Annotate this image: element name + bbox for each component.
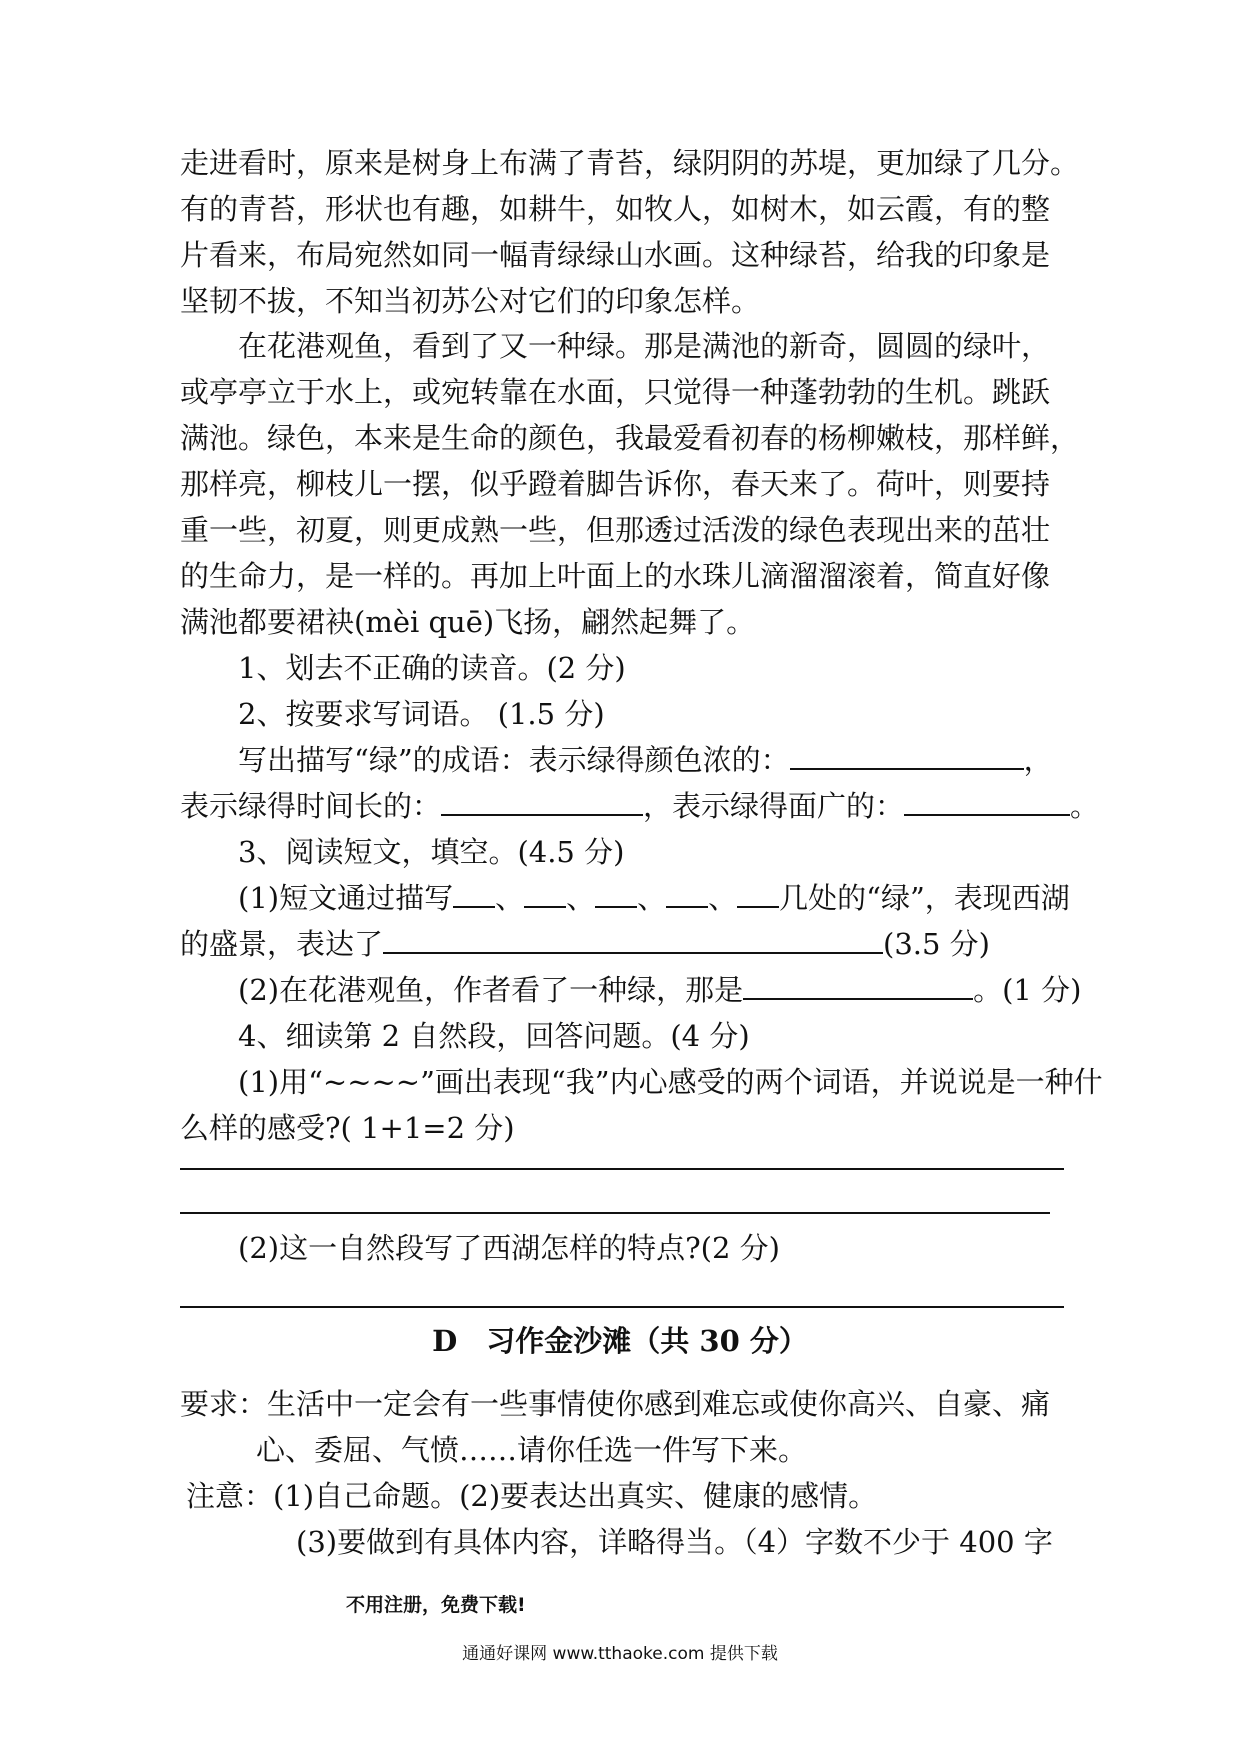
answer-line[interactable]	[180, 1212, 1050, 1214]
passage-line: 满池都要裙袂(mèi quē)飞扬，翩然起舞了。	[180, 605, 756, 639]
passage-line: 在花港观鱼，看到了又一种绿。那是满池的新奇，圆圆的绿叶，	[238, 329, 1051, 363]
passage-line: 满池。绿色，本来是生命的颜色，我最爱看初春的杨柳嫩枝，那样鲜，	[180, 421, 1080, 455]
question-1: 1、划去不正确的读音。(2 分)	[238, 651, 626, 685]
question-4: 4、细读第 2 自然段，回答问题。(4 分)	[238, 1019, 750, 1053]
download-notice: 不用注册，免费下载!	[346, 1594, 526, 1616]
writing-requirement: 心、委屈、气愤……请你任选一件写下来。	[256, 1433, 808, 1467]
question-3-1-line-2	[180, 924, 990, 964]
question-2-line-2	[180, 786, 1099, 826]
answer-blank[interactable]	[441, 786, 643, 816]
question-2: 2、按要求写词语。 (1.5 分)	[238, 697, 605, 731]
writing-notes: (3)要做到有具体内容，详略得当。（4）字数不少于 400 字	[296, 1525, 1053, 1559]
question-2-prompt: ，表示绿得面广的：	[643, 789, 905, 823]
score: 。(1 分)	[973, 973, 1082, 1007]
answer-blank[interactable]	[383, 924, 883, 954]
passage-line: 的生命力，是一样的。再加上叶面上的水珠儿滴溜溜滚着，简直好像	[180, 559, 1051, 593]
answer-blank[interactable]	[904, 786, 1070, 816]
passage-line: 片看来，布局宛然如同一幅青绿绿山水画。这种绿苔，给我的印象是	[180, 238, 1051, 272]
answer-blank[interactable]	[743, 970, 973, 1000]
question-3-1-prompt: 的盛景，表达了	[180, 927, 384, 961]
separator: 、	[637, 881, 667, 915]
answer-line[interactable]	[180, 1168, 1064, 1170]
question-4-1-line-1: (1)用“~~~~”画出表现“我”内心感受的两个词语，并说说是一种什	[238, 1065, 1103, 1099]
score: (3.5 分)	[883, 927, 990, 961]
question-3-1-prompt: 几处的“绿”，表现西湖	[779, 881, 1070, 915]
writing-requirement: 要求：生活中一定会有一些事情使你感到难忘或使你高兴、自豪、痛	[180, 1387, 1051, 1421]
writing-notes: 注意：(1)自己命题。(2)要表达出真实、健康的感情。	[186, 1479, 878, 1513]
answer-blank[interactable]	[666, 878, 708, 908]
separator: 、	[495, 881, 525, 915]
page-footer: 通通好课网 www.tthaoke.com 提供下载	[462, 1644, 778, 1664]
question-3-1-prompt: (1)短文通过描写	[238, 881, 454, 915]
answer-blank[interactable]	[595, 878, 637, 908]
separator: 、	[708, 881, 738, 915]
passage-line: 走进看时，原来是树身上布满了青苔，绿阴阴的苏堤，更加绿了几分。	[180, 146, 1080, 180]
punctuation: 。	[1070, 789, 1100, 823]
answer-blank[interactable]	[524, 878, 566, 908]
passage-line: 重一些，初夏，则更成熟一些，但那透过活泼的绿色表现出来的茁壮	[180, 513, 1051, 547]
question-4-1-line-2: 么样的感受?( 1+1=2 分)	[180, 1111, 515, 1145]
question-3-2	[238, 970, 1081, 1010]
passage-line: 有的青苔，形状也有趣，如耕牛，如牧人，如树木，如云霞，有的整	[180, 192, 1051, 226]
punctuation: ，	[1023, 743, 1053, 777]
question-3: 3、阅读短文，填空。(4.5 分)	[238, 835, 625, 869]
answer-blank[interactable]	[453, 878, 495, 908]
question-3-1-line-1	[238, 878, 1070, 918]
passage-line: 坚韧不拔，不知当初苏公对它们的印象怎样。	[180, 284, 761, 318]
question-2-line-1	[238, 740, 1053, 780]
answer-blank[interactable]	[790, 740, 1024, 770]
answer-blank[interactable]	[737, 878, 779, 908]
question-3-2-prompt: (2)在花港观鱼，作者看了一种绿，那是	[238, 973, 744, 1007]
passage-line: 那样亮，柳枝儿一摆，似乎蹬着脚告诉你，春天来了。荷叶，则要持	[180, 467, 1051, 501]
question-2-prompt: 表示绿得时间长的：	[180, 789, 442, 823]
question-2-prompt: 写出描写“绿”的成语：表示绿得颜色浓的：	[238, 743, 790, 777]
answer-line[interactable]	[180, 1306, 1064, 1308]
section-d-title: D 习作金沙滩（共 30 分）	[432, 1324, 808, 1358]
separator: 、	[566, 881, 596, 915]
question-4-2: (2)这一自然段写了西湖怎样的特点?(2 分)	[238, 1231, 780, 1265]
passage-line: 或亭亭立于水上，或宛转靠在水面，只觉得一种蓬勃勃的生机。跳跃	[180, 375, 1051, 409]
